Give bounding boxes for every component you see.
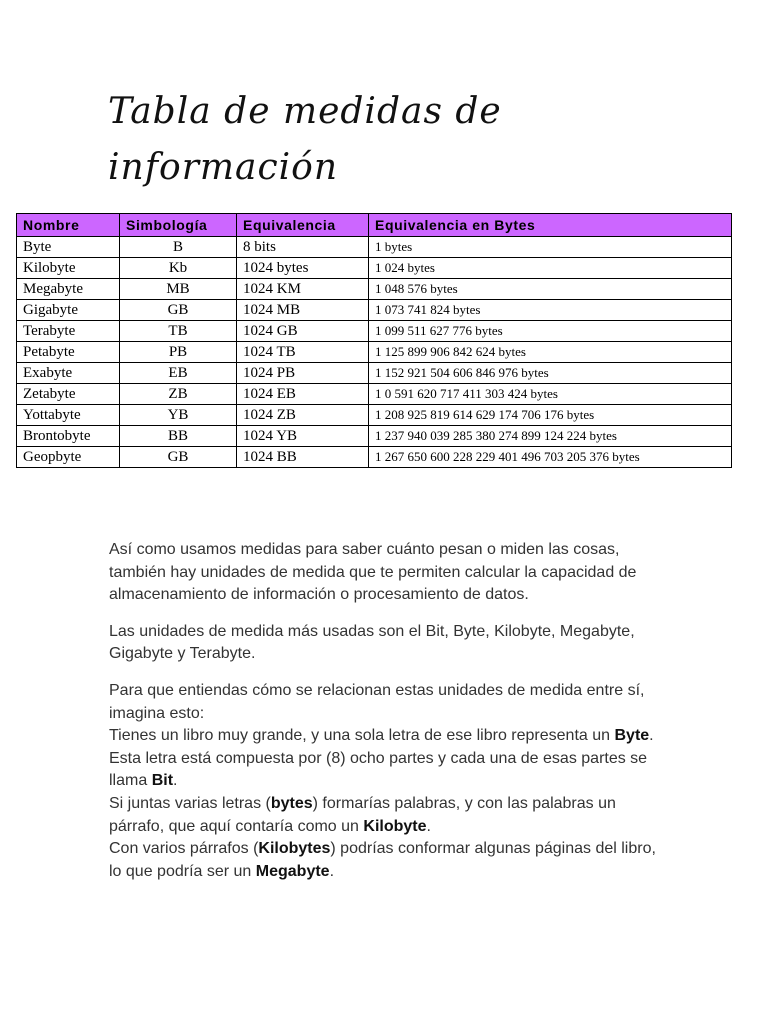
cell-equivalencia-bytes: 1 152 921 504 606 846 976 bytes (369, 363, 732, 384)
cell-equivalencia-bytes: 1 125 899 906 842 624 bytes (369, 342, 732, 363)
table-row (17, 426, 732, 447)
analogy-line-3-text-b: ) formarías palabras, y con las palabras un párrafo, que aquí contaría como un (109, 794, 616, 835)
cell-nombre: Gigabyte (17, 300, 120, 321)
cell-equivalencia-bytes: 1 048 576 bytes (369, 279, 732, 300)
cell-nombre: Megabyte (17, 279, 120, 300)
analogy-line-1: Para que entiendas cómo se relacionan estas unidades de medida entre sí, imagina esto: (109, 681, 645, 722)
analogy-line-3-end: . (426, 817, 431, 835)
table-row (17, 405, 732, 426)
units-table (16, 213, 732, 468)
paragraph-analogy (109, 680, 669, 883)
paragraph-units: Las unidades de medida más usadas son el Bit, Byte, Kilobyte, Megabyte, Gigabyte y Terabyte. (109, 622, 635, 663)
cell-simbologia: EB (120, 363, 237, 384)
analogy-line-4-text-b: ) podrías conformar algunas páginas del libro, lo que podría ser un (109, 840, 656, 880)
cell-equivalencia: 8 bits (237, 237, 369, 258)
cell-nombre: Kilobyte (17, 258, 120, 279)
table-header-row (17, 214, 732, 237)
table-row (17, 384, 732, 405)
cell-nombre: Terabyte (17, 321, 120, 342)
cell-equivalencia: 1024 EB (237, 384, 369, 405)
term-kilobyte: Kilobyte (363, 817, 427, 835)
analogy-line-4-text: Con varios párrafos ( (109, 840, 259, 858)
term-bit: Bit (151, 772, 174, 790)
cell-equivalencia: 1024 BB (237, 447, 369, 468)
table-row (17, 363, 732, 384)
header-equivalencia: Equivalencia (237, 214, 369, 237)
analogy-line-2-text-b: . Esta letra está compuesta por (8) ocho partes y cada una de esas partes se llama (109, 727, 654, 790)
table-row (17, 237, 732, 258)
cell-nombre: Petabyte (17, 342, 120, 363)
cell-nombre: Zetabyte (17, 384, 120, 405)
cell-simbologia: TB (120, 321, 237, 342)
cell-equivalencia: 1024 YB (237, 426, 369, 447)
cell-equivalencia-bytes: 1 0 591 620 717 411 303 424 bytes (369, 384, 732, 405)
table-row (17, 342, 732, 363)
cell-nombre: Yottabyte (17, 405, 120, 426)
cell-simbologia: B (120, 237, 237, 258)
cell-nombre: Exabyte (17, 363, 120, 384)
header-simbologia: Simbología (120, 214, 237, 237)
cell-equivalencia-bytes: 1 099 511 627 776 bytes (369, 321, 732, 342)
cell-nombre: Byte (17, 237, 120, 258)
cell-simbologia: Kb (120, 258, 237, 279)
cell-equivalencia: 1024 TB (237, 342, 369, 363)
cell-equivalencia-bytes: 1 073 741 824 bytes (369, 300, 732, 321)
cell-simbologia: BB (120, 426, 237, 447)
document-title: Tabla de medidas de información (108, 91, 502, 188)
table-row (17, 300, 732, 321)
analogy-line-2-end: . (173, 772, 178, 790)
cell-simbologia: PB (120, 342, 237, 363)
header-equivalencia-bytes: Equivalencia en Bytes (369, 214, 732, 237)
body-text (109, 539, 669, 897)
cell-simbologia: ZB (120, 384, 237, 405)
cell-simbologia: GB (120, 300, 237, 321)
cell-equivalencia: 1024 ZB (237, 405, 369, 426)
cell-equivalencia: 1024 bytes (237, 258, 369, 279)
cell-equivalencia-bytes: 1 bytes (369, 237, 732, 258)
header-nombre: Nombre (17, 214, 120, 237)
table-row (17, 258, 732, 279)
cell-equivalencia: 1024 PB (237, 363, 369, 384)
term-kilobytes: Kilobytes (258, 840, 331, 858)
cell-simbologia: GB (120, 447, 237, 468)
cell-nombre: Brontobyte (17, 426, 120, 447)
cell-equivalencia-bytes: 1 237 940 039 285 380 274 899 124 224 bytes (369, 426, 732, 447)
analogy-line-2-text: Tienes un libro muy grande, y una sola letra de ese libro representa un (109, 727, 615, 745)
analogy-line-3-text: Si juntas varias letras ( (109, 794, 271, 812)
table-body (17, 237, 732, 468)
cell-simbologia: YB (120, 405, 237, 426)
term-byte: Byte (614, 727, 650, 745)
cell-equivalencia-bytes: 1 208 925 819 614 629 174 706 176 bytes (369, 405, 732, 426)
cell-equivalencia-bytes: 1 024 bytes (369, 258, 732, 279)
table-row (17, 321, 732, 342)
table-row (17, 279, 732, 300)
cell-simbologia: MB (120, 279, 237, 300)
paragraph-intro: Así como usamos medidas para saber cuánto pesan o miden las cosas, también hay unidades de medida que te permiten calcular la capacidad de almacenamiento de información o procesamiento de datos. (109, 541, 637, 604)
term-megabyte: Megabyte (255, 862, 330, 880)
cell-equivalencia-bytes: 1 267 650 600 228 229 401 496 703 205 376 bytes (369, 447, 732, 468)
cell-equivalencia: 1024 KM (237, 279, 369, 300)
cell-equivalencia: 1024 MB (237, 300, 369, 321)
analogy-line-4-end: . (329, 862, 335, 880)
term-bytes: bytes (270, 794, 313, 812)
cell-equivalencia: 1024 GB (237, 321, 369, 342)
table-row (17, 447, 732, 468)
cell-nombre: Geopbyte (17, 447, 120, 468)
